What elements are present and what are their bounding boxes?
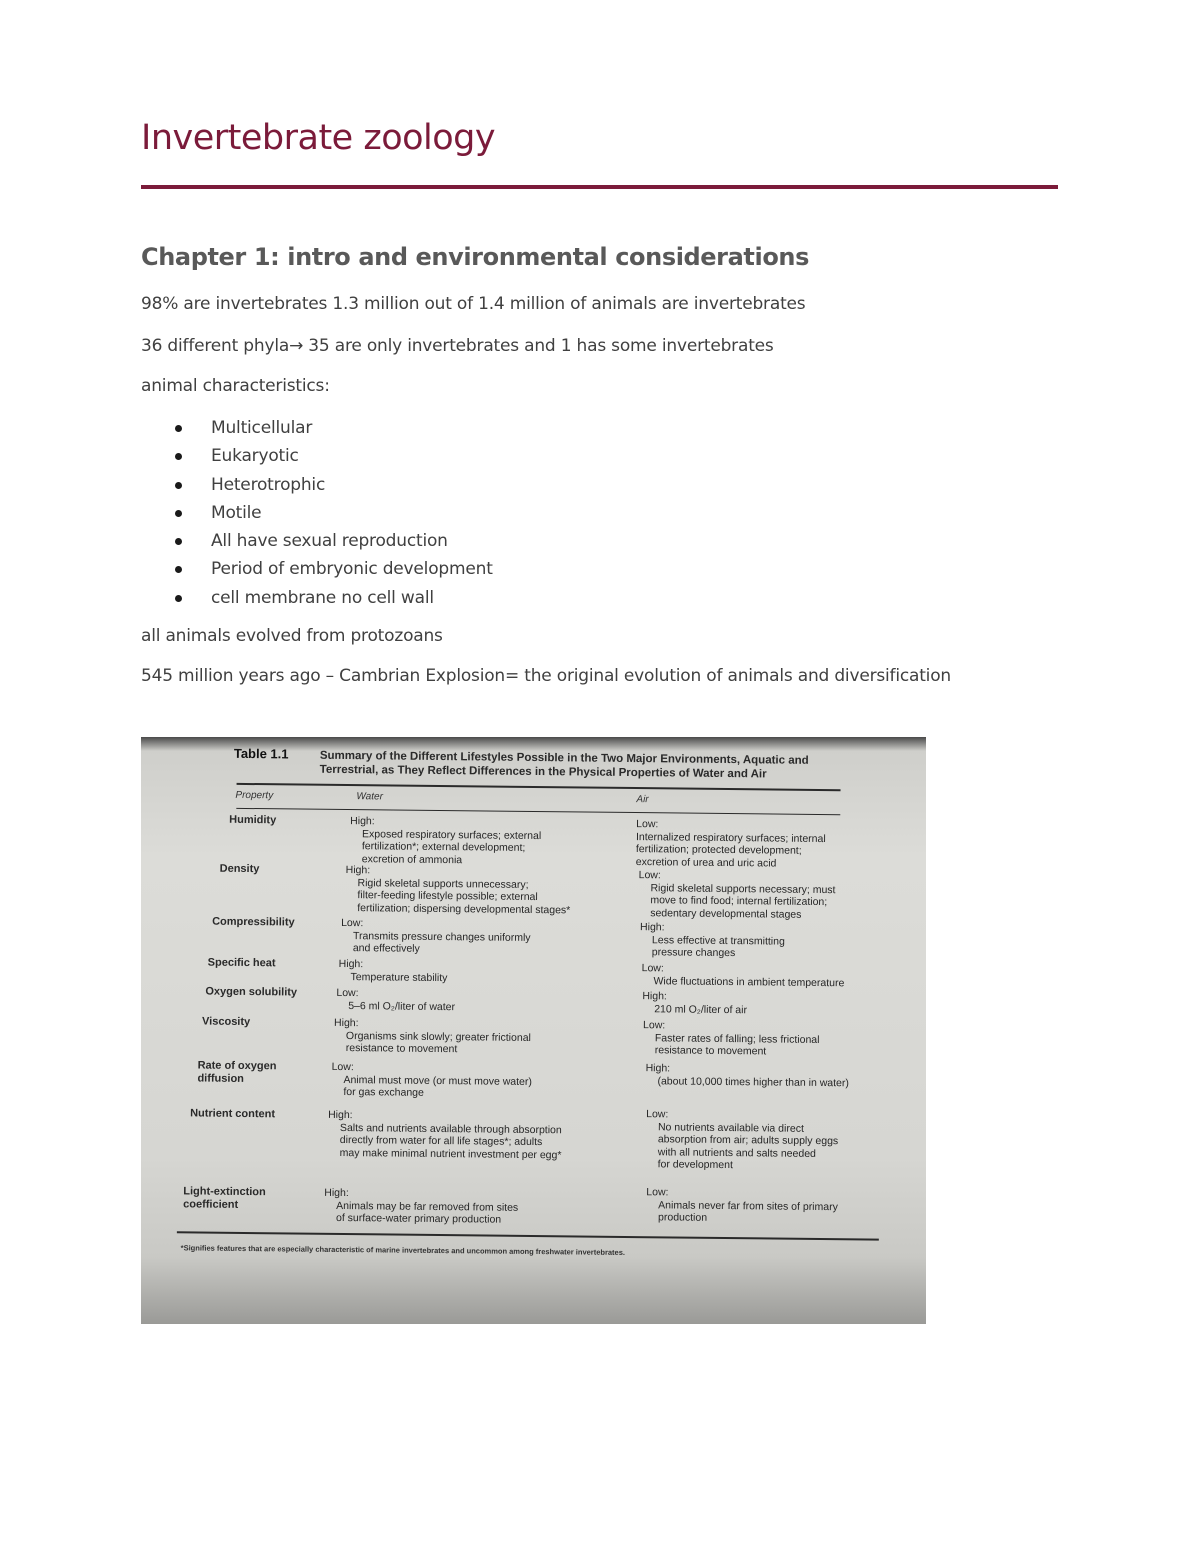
paragraph-protozoans: all animals evolved from protozoans (141, 626, 443, 646)
air-description: Faster rates of falling; less frictional resistance to movement (654, 1031, 820, 1058)
water-cell (324, 1187, 518, 1227)
water-cell (336, 987, 455, 1013)
water-level: High: (350, 815, 375, 828)
air-cell (638, 869, 836, 921)
air-level: High: (642, 990, 667, 1003)
water-level: High: (345, 864, 371, 877)
paragraph-cambrian-explosion: 545 million years ago – Cambrian Explosion= the original evolution of animals and diversification (141, 666, 951, 686)
list-item-text: Eukaryotic (211, 446, 299, 467)
water-description: Rigid skeletal supports unnecessary; filter-feeding lifestyle possible; external fertilization; dispersing developmental stages* (357, 876, 571, 916)
row-property: Specific heat (207, 956, 276, 970)
bullet-icon (175, 425, 182, 432)
row-property: Rate of oxygen diffusion (197, 1059, 277, 1085)
bullet-icon (175, 453, 182, 460)
air-level: High: (640, 921, 665, 934)
row-property: Viscosity (202, 1015, 251, 1029)
air-cell (643, 1019, 820, 1058)
water-cell (338, 958, 447, 984)
water-description: Exposed respiratory surfaces; external fertilization*; external development; excretion of ammonia (361, 827, 542, 866)
chapter-heading: Chapter 1: intro and environmental considerations (141, 243, 809, 271)
air-description: Wide fluctuations in ambient temperature (653, 974, 845, 989)
air-cell (642, 990, 747, 1016)
water-level: Low: (341, 916, 364, 930)
air-description: (about 10,000 times higher than in water) (657, 1074, 849, 1089)
water-description: Transmits pressure changes uniformly and effectively (352, 929, 531, 955)
air-cell (636, 818, 826, 870)
column-header-air: Air (636, 794, 649, 806)
water-level: Low: (331, 1060, 354, 1074)
paragraph-invertebrate-share: 98% are invertebrates 1.3 million out of 1.4 million of animals are invertebrates (141, 294, 806, 314)
water-description: Animals may be far removed from sites of surface-water primary production (335, 1199, 519, 1226)
document-title: Invertebrate zoology (141, 118, 496, 158)
bullet-icon (175, 482, 182, 489)
air-level: Low: (646, 1108, 669, 1121)
column-header-property: Property (235, 789, 274, 802)
water-description: Animal must move (or must move water) for gas exchange (343, 1073, 532, 1099)
air-level: Low: (642, 1019, 666, 1032)
water-level: High: (334, 1016, 359, 1030)
water-cell (341, 917, 531, 956)
air-description: Internalized respiratory surfaces; internal fertilization; protected development; excretion of urea and uric acid (635, 830, 826, 870)
bullet-icon (175, 510, 182, 517)
water-cell (350, 815, 542, 867)
air-description: Animals never far from sites of primary production (657, 1198, 838, 1224)
table-bottom-rule (177, 1231, 879, 1240)
water-level: High: (328, 1108, 353, 1122)
air-cell (641, 962, 844, 989)
row-property: Nutrient content (190, 1107, 276, 1121)
water-description: Salts and nutrients available through absorption directly from water for all life stages*; adults may make minimal nutrient investment per egg* (339, 1121, 562, 1161)
water-description: 5–6 ml O₂/liter of water (348, 999, 456, 1013)
table-caption: Summary of the Different Lifestyles Possible in the Two Major Environments, Aquatic and Terrestrial, as They Reflect Differences in the Physical Properties of Water and Air (319, 749, 809, 781)
paragraph-phyla: 36 different phyla→ 35 are only invertebrates and 1 has some invertebrates (141, 336, 774, 356)
water-cell (345, 864, 571, 916)
bullet-icon (175, 566, 182, 573)
list-item-text: Period of embryonic development (211, 559, 493, 580)
list-item-text: Heterotrophic (211, 474, 326, 495)
air-cell (645, 1062, 849, 1089)
table-photo (141, 737, 926, 1324)
row-property: Density (219, 862, 260, 876)
row-property: Compressibility (212, 915, 295, 929)
air-description: Rigid skeletal supports necessary; must move to find food; internal fertilization; sedentary developmental stages (650, 881, 836, 921)
list-item-text: Multicellular (211, 418, 313, 438)
bullet-icon (175, 595, 182, 602)
air-cell (646, 1108, 839, 1173)
row-property: Light-extinction coefficient (183, 1185, 266, 1211)
air-level: Low: (646, 1186, 669, 1199)
row-property: Humidity (229, 813, 277, 827)
list-item-text: Motile (211, 502, 262, 523)
air-cell (646, 1186, 838, 1226)
water-description: Temperature stability (350, 970, 448, 984)
water-level: High: (338, 957, 364, 971)
paragraph-characteristics-intro: animal characteristics: (141, 376, 330, 396)
air-level: High: (645, 1062, 671, 1075)
table-header-rule (236, 808, 840, 815)
row-property: Oxygen solubility (205, 985, 298, 999)
water-cell (328, 1109, 562, 1161)
table-photo-content (141, 737, 926, 1324)
air-level: Low: (641, 962, 664, 975)
water-level: Low: (336, 986, 359, 1000)
list-item-text: All have sexual reproduction (211, 531, 448, 552)
air-description: No nutrients available via direct absorption from air; adults supply eggs with all nutrients and salts needed for development (657, 1120, 839, 1172)
list-item-text: cell membrane no cell wall (211, 587, 434, 608)
water-cell (334, 1017, 531, 1057)
air-description: Less effective at transmitting pressure changes (651, 933, 785, 960)
table-footnote: *Signifies features that are especially characteristic of marine invertebrates and uncommon among freshwater invertebrates. (180, 1243, 626, 1257)
water-description: Organisms sink slowly; greater frictional resistance to movement (345, 1029, 531, 1056)
table-top-rule (237, 783, 841, 791)
air-cell (640, 921, 785, 960)
column-header-water: Water (356, 791, 383, 803)
title-underline (141, 185, 1058, 189)
air-level: Low: (638, 869, 661, 882)
water-cell (331, 1061, 532, 1101)
air-description: 210 ml O₂/liter of air (654, 1002, 748, 1016)
air-level: Low: (636, 818, 659, 831)
bullet-icon (175, 538, 182, 545)
table-label: Table 1.1 (233, 745, 289, 762)
water-level: High: (324, 1186, 349, 1200)
